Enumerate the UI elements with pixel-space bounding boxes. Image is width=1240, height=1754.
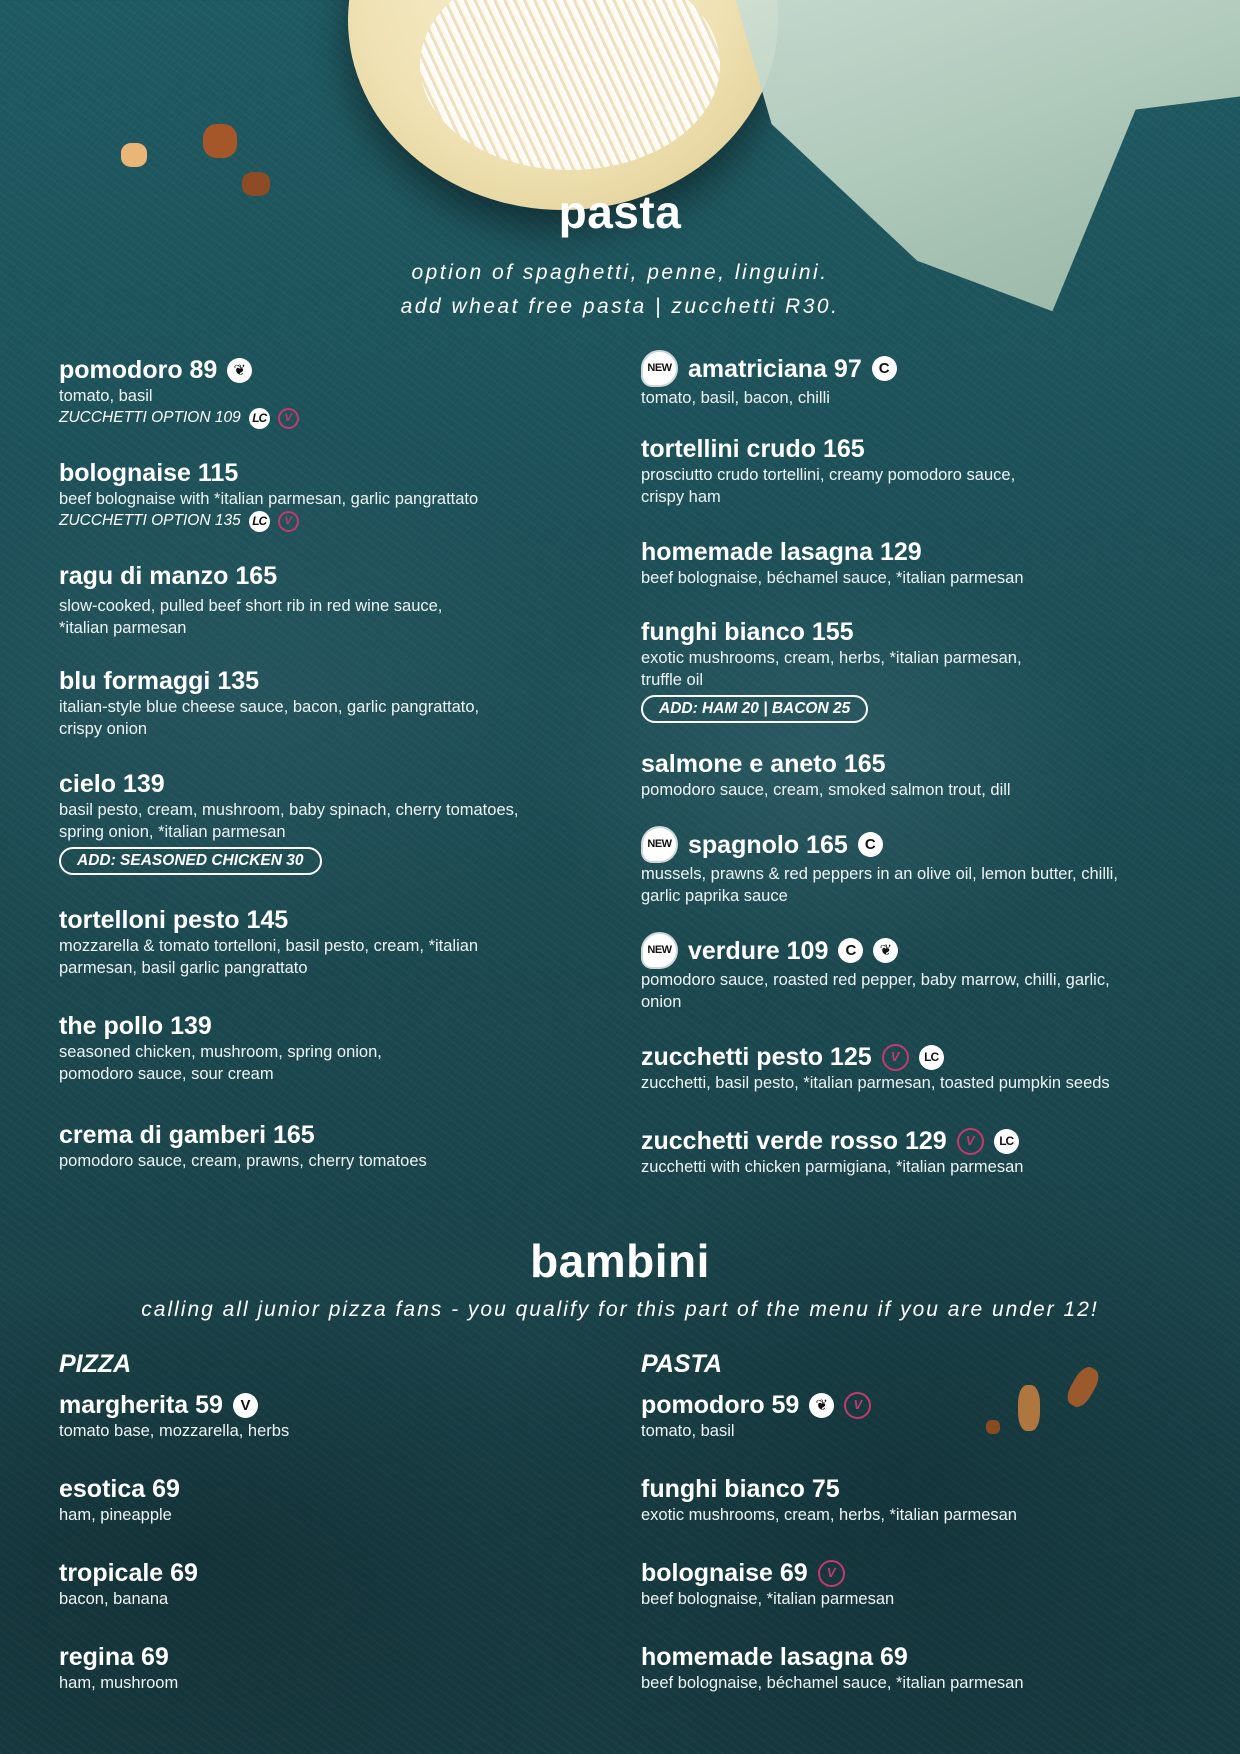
menu-item-kids-funghi-bianco bbox=[641, 1474, 1201, 1526]
item-description: beef bolognaise, béchamel sauce, *italian parmesan bbox=[641, 569, 1024, 587]
item-option: ZUCCHETTI OPTION 109 bbox=[59, 409, 241, 426]
item-description: pomodoro sauce, roasted red pepper, baby marrow, chilli, garlic, bbox=[641, 971, 1110, 989]
addon-pill: ADD: HAM 20 | BACON 25 bbox=[641, 695, 868, 723]
menu-item-zucchetti-verde-rosso bbox=[641, 1126, 1201, 1178]
chilli-c-icon: C bbox=[838, 938, 863, 963]
item-title: blu formaggi 135 bbox=[59, 667, 260, 695]
wheat-free-ring-icon: V bbox=[882, 1044, 909, 1071]
new-badge-icon: NEW bbox=[641, 932, 678, 969]
item-description: beef bolognaise, béchamel sauce, *italian parmesan bbox=[641, 1674, 1024, 1692]
item-title: homemade lasagna 129 bbox=[641, 538, 922, 566]
low-carb-icon: LC bbox=[249, 511, 270, 532]
item-title: crema di gamberi 165 bbox=[59, 1121, 315, 1149]
menu-item-kids-homemade-lasagna bbox=[641, 1642, 1201, 1694]
menu-item-tortelloni-pesto bbox=[59, 905, 619, 979]
item-title: verdure 109 bbox=[688, 936, 829, 965]
item-title: tortelloni pesto 145 bbox=[59, 906, 289, 934]
wheat-free-ring-icon: V bbox=[957, 1128, 984, 1155]
pasta-subheading: PASTA bbox=[641, 1350, 723, 1378]
new-badge-icon: NEW bbox=[641, 350, 678, 387]
pasta-subtitle-line2: add wheat free pasta | zucchetti R30. bbox=[400, 295, 840, 318]
new-badge-icon: NEW bbox=[641, 826, 678, 863]
item-description: italian-style blue cheese sauce, bacon, garlic pangrattato, bbox=[59, 698, 480, 716]
menu-item-blu-formaggi bbox=[59, 666, 619, 740]
item-description: tomato base, mozzarella, herbs bbox=[59, 1422, 290, 1440]
item-description: tomato, basil bbox=[641, 1422, 735, 1440]
item-description: tomato, basil bbox=[59, 387, 153, 405]
item-title: pomodoro 89 bbox=[59, 356, 218, 384]
item-description-line2: parmesan, basil garlic pangrattato bbox=[59, 959, 308, 977]
item-description-line2: spring onion, *italian parmesan bbox=[59, 823, 286, 841]
low-carb-icon: LC bbox=[919, 1045, 944, 1070]
item-title: amatriciana 97 bbox=[688, 354, 862, 383]
menu-item-salmone-e-aneto bbox=[641, 749, 1201, 801]
menu-item-crema-di-gamberi bbox=[59, 1120, 619, 1172]
item-description: prosciutto crudo tortellini, creamy pomodoro sauce, bbox=[641, 466, 1016, 484]
item-description-line2: pomodoro sauce, sour cream bbox=[59, 1065, 274, 1083]
pasta-subtitle-line1: option of spaghetti, penne, linguini. bbox=[411, 261, 829, 284]
item-title: tropicale 69 bbox=[59, 1559, 198, 1587]
vegan-leaf-icon: ❦ bbox=[227, 358, 252, 383]
item-title: margherita 59 bbox=[59, 1391, 223, 1419]
item-description: exotic mushrooms, cream, herbs, *italian parmesan, bbox=[641, 649, 1022, 667]
item-title: zucchetti pesto 125 bbox=[641, 1043, 872, 1071]
menu-item-tortellini-crudo bbox=[641, 434, 1201, 508]
pasta-section-title: pasta bbox=[558, 186, 682, 238]
wheat-free-ring-icon: V bbox=[278, 511, 299, 532]
vegetarian-v-icon: V bbox=[233, 1393, 258, 1418]
menu-item-pomodoro bbox=[59, 355, 619, 429]
menu-item-ragu-di-manzo bbox=[59, 561, 619, 639]
item-description: slow-cooked, pulled beef short rib in red wine sauce, bbox=[59, 597, 443, 615]
low-carb-icon: LC bbox=[249, 408, 270, 429]
item-title: homemade lasagna 69 bbox=[641, 1643, 908, 1671]
item-description: tomato, basil, bacon, chilli bbox=[641, 389, 830, 407]
chilli-c-icon: C bbox=[858, 832, 883, 857]
item-description-line2: garlic paprika sauce bbox=[641, 887, 788, 905]
item-title: esotica 69 bbox=[59, 1475, 180, 1503]
item-title: the pollo 139 bbox=[59, 1012, 212, 1040]
item-description: beef bolognaise, *italian parmesan bbox=[641, 1590, 895, 1608]
item-title: funghi bianco 75 bbox=[641, 1475, 840, 1503]
item-title: bolognaise 69 bbox=[641, 1559, 808, 1587]
menu-item-funghi-bianco bbox=[641, 617, 1201, 723]
item-title: ragu di manzo 165 bbox=[59, 562, 278, 590]
item-option: ZUCCHETTI OPTION 135 bbox=[59, 512, 241, 529]
item-title: cielo 139 bbox=[59, 770, 165, 798]
menu-item-the-pollo bbox=[59, 1011, 619, 1085]
menu-item-spagnolo bbox=[641, 826, 1201, 907]
pizza-subheading: PIZZA bbox=[59, 1350, 132, 1378]
wheat-free-ring-icon: V bbox=[844, 1392, 871, 1419]
item-title: salmone e aneto 165 bbox=[641, 750, 886, 778]
menu-item-margherita bbox=[59, 1390, 619, 1442]
item-description: mussels, prawns & red peppers in an olive oil, lemon butter, chilli, bbox=[641, 865, 1118, 883]
item-description-line2: onion bbox=[641, 993, 682, 1011]
menu-item-zucchetti-pesto bbox=[641, 1042, 1201, 1094]
item-title: regina 69 bbox=[59, 1643, 169, 1671]
vegan-leaf-icon: ❦ bbox=[873, 938, 898, 963]
item-description-line2: crispy onion bbox=[59, 720, 148, 738]
item-description-line2: crispy ham bbox=[641, 488, 721, 506]
item-description-line2: truffle oil bbox=[641, 671, 704, 689]
addon-pill: ADD: SEASONED CHICKEN 30 bbox=[59, 847, 322, 875]
menu-item-kids-pomodoro bbox=[641, 1390, 1201, 1442]
item-description-line2: *italian parmesan bbox=[59, 619, 187, 637]
menu-item-cielo bbox=[59, 769, 619, 875]
menu-item-kids-bolognaise bbox=[641, 1558, 1201, 1610]
menu-item-bolognaise bbox=[59, 458, 619, 532]
menu-item-tropicale bbox=[59, 1558, 619, 1610]
item-title: funghi bianco 155 bbox=[641, 618, 854, 646]
item-title: bolognaise 115 bbox=[59, 459, 239, 487]
item-description: ham, pineapple bbox=[59, 1506, 172, 1524]
menu-item-regina bbox=[59, 1642, 619, 1694]
low-carb-icon: LC bbox=[994, 1129, 1019, 1154]
menu-item-esotica bbox=[59, 1474, 619, 1526]
item-description: beef bolognaise with *italian parmesan, garlic pangrattato bbox=[59, 490, 479, 508]
crumb-decoration bbox=[203, 124, 237, 158]
menu-item-homemade-lasagna bbox=[641, 537, 1201, 589]
item-description: exotic mushrooms, cream, herbs, *italian parmesan bbox=[641, 1506, 1017, 1524]
item-description: ham, mushroom bbox=[59, 1674, 179, 1692]
wheat-free-ring-icon: V bbox=[278, 408, 299, 429]
crumb-decoration bbox=[121, 143, 147, 167]
item-description: pomodoro sauce, cream, smoked salmon trout, dill bbox=[641, 781, 1011, 799]
wheat-free-ring-icon: V bbox=[818, 1560, 845, 1587]
menu-item-amatriciana bbox=[641, 350, 1201, 409]
item-title: spagnolo 165 bbox=[688, 830, 848, 859]
menu-item-verdure bbox=[641, 932, 1201, 1013]
item-title: tortellini crudo 165 bbox=[641, 435, 865, 463]
item-description: zucchetti, basil pesto, *italian parmesan, toasted pumpkin seeds bbox=[641, 1074, 1110, 1092]
item-description: pomodoro sauce, cream, prawns, cherry tomatoes bbox=[59, 1152, 427, 1170]
item-description: mozzarella & tomato tortelloni, basil pesto, cream, *italian bbox=[59, 937, 479, 955]
vegan-leaf-icon: ❦ bbox=[809, 1393, 834, 1418]
bambini-subtitle: calling all junior pizza fans - you qualify for this part of the menu if you are under 12! bbox=[141, 1298, 1099, 1321]
item-title: pomodoro 59 bbox=[641, 1391, 800, 1419]
item-description: basil pesto, cream, mushroom, baby spinach, cherry tomatoes, bbox=[59, 801, 519, 819]
item-title: zucchetti verde rosso 129 bbox=[641, 1127, 947, 1155]
bambini-section-title: bambini bbox=[530, 1235, 710, 1287]
item-description: bacon, banana bbox=[59, 1590, 169, 1608]
item-description: zucchetti with chicken parmigiana, *italian parmesan bbox=[641, 1158, 1024, 1176]
item-description: seasoned chicken, mushroom, spring onion, bbox=[59, 1043, 382, 1061]
chilli-c-icon: C bbox=[872, 356, 897, 381]
